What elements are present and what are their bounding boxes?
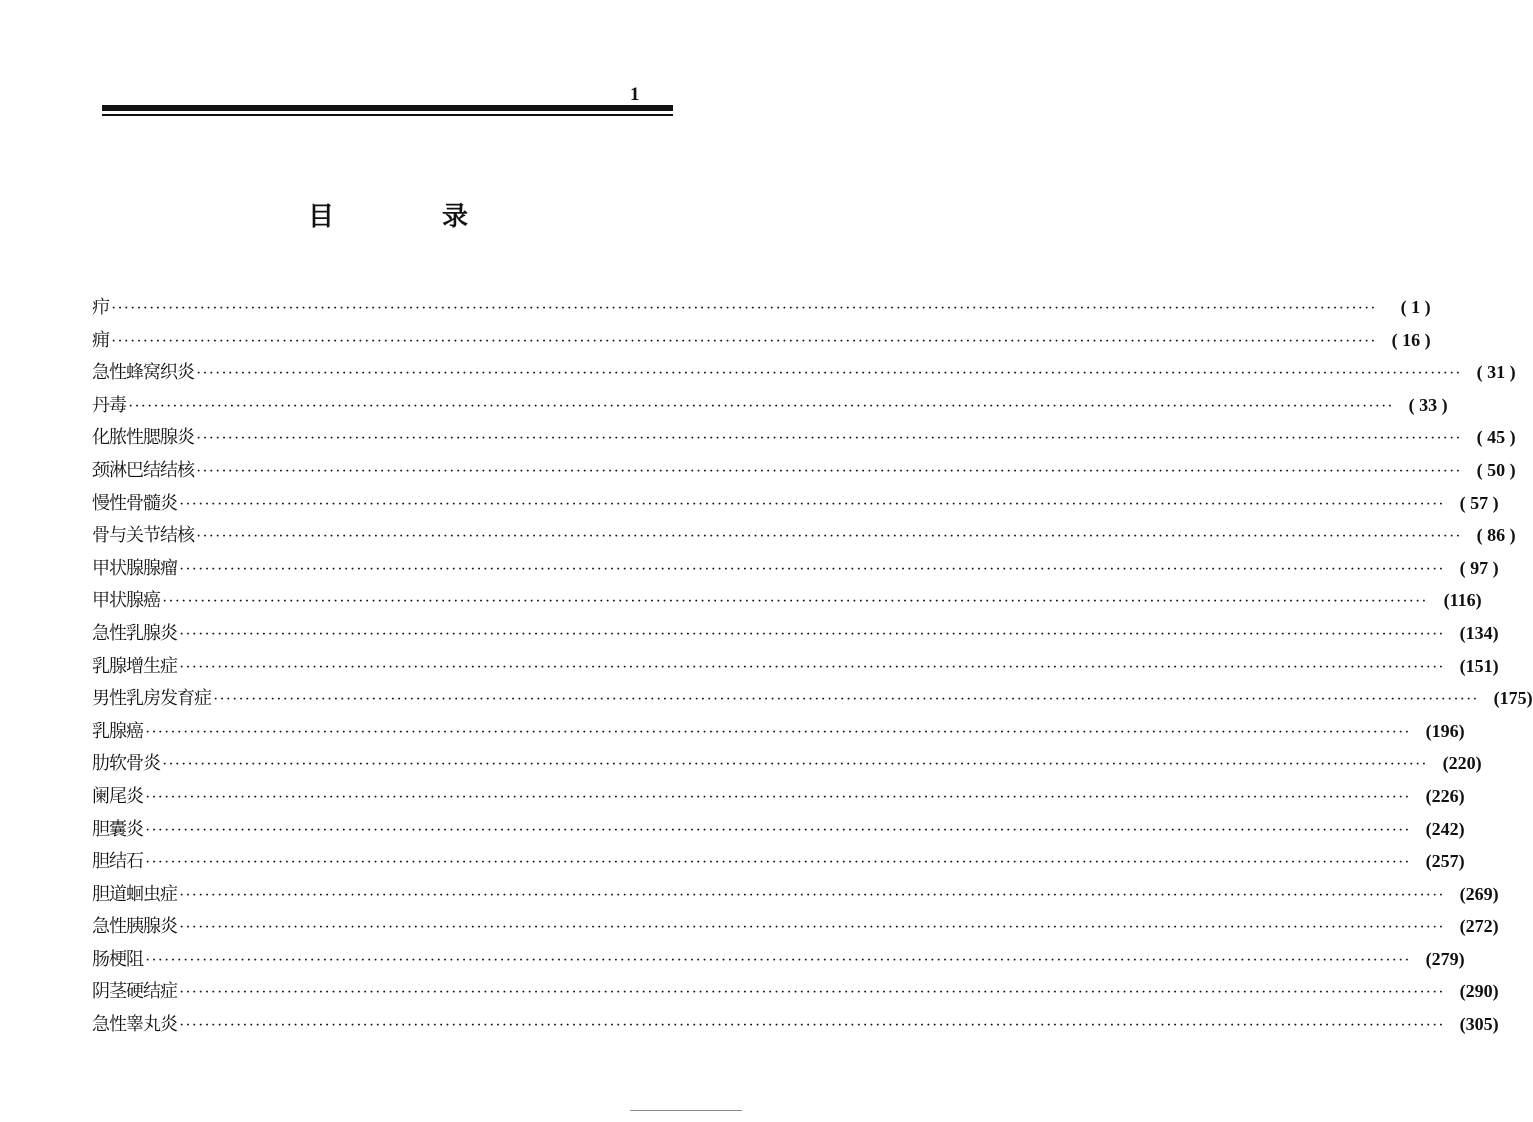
toc-entry-label: 丹毒 xyxy=(92,394,126,416)
toc-entry-page: ( 50 ) xyxy=(1476,459,1516,480)
toc-leader-dots: ········································································································································································································ xyxy=(128,397,1394,415)
toc-entry-page: (290) xyxy=(1459,981,1499,1002)
toc-entry-page: (242) xyxy=(1425,818,1465,839)
toc-leader-dots: ········································································································································································································ xyxy=(145,723,1411,741)
toc-entry-page: (151) xyxy=(1459,655,1499,676)
toc-entry-page: ( 1 ) xyxy=(1400,297,1431,317)
toc-entry-page: (226) xyxy=(1425,785,1465,806)
toc-entry[interactable] xyxy=(92,293,1431,326)
toc-entry[interactable] xyxy=(92,717,1465,750)
toc-entry-page: (220) xyxy=(1442,753,1482,774)
toc-entry-page: ( 86 ) xyxy=(1476,525,1516,546)
toc-leader-dots: ········································································································································································································ xyxy=(162,756,1428,774)
toc-leader-dots: ········································································································································································································ xyxy=(162,593,1428,611)
toc-entry[interactable] xyxy=(92,652,1499,685)
toc-entry-label: 急性乳腺炎 xyxy=(92,622,177,644)
toc-entry[interactable] xyxy=(92,815,1465,848)
toc-entry-page: ( 97 ) xyxy=(1459,557,1499,578)
toc-entry-label: 急性睾丸炎 xyxy=(92,1014,177,1036)
toc-entry-label: 痈 xyxy=(92,329,109,351)
toc-entry-page: (134) xyxy=(1459,622,1499,643)
toc-entry[interactable] xyxy=(92,880,1499,913)
toc-entry-page: (279) xyxy=(1425,948,1465,969)
toc-entry-page: (196) xyxy=(1425,720,1465,741)
toc-entry[interactable] xyxy=(92,684,1533,717)
toc-entry-label: 颈淋巴结结核 xyxy=(92,459,194,481)
header-rule-thick xyxy=(102,105,673,111)
toc-entry[interactable] xyxy=(92,326,1431,359)
toc-entry[interactable] xyxy=(92,358,1516,391)
toc-entry-page: (116) xyxy=(1443,590,1482,611)
toc-entry-label: 甲状腺腺瘤 xyxy=(92,557,177,579)
toc-leader-dots: ········································································································································································································ xyxy=(179,919,1445,937)
toc-entry[interactable] xyxy=(92,847,1465,880)
toc-leader-dots: ········································································································································································································ xyxy=(145,854,1411,872)
toc-leader-dots: ········································································································································································································ xyxy=(145,821,1411,839)
toc-entry[interactable] xyxy=(92,456,1516,489)
toc-title-char-2: 录 xyxy=(441,202,468,232)
toc-entry[interactable] xyxy=(92,912,1499,945)
toc-leader-dots: ········································································································································································································ xyxy=(179,984,1445,1002)
toc-leader-dots: ········································································································································································································ xyxy=(196,430,1462,448)
toc-entry[interactable] xyxy=(92,521,1516,554)
toc-entry[interactable] xyxy=(92,391,1448,424)
toc-entry-page: (175) xyxy=(1493,688,1533,709)
toc-leader-dots: ········································································································································································································ xyxy=(145,788,1411,806)
toc-entry-label: 急性蜂窝织炎 xyxy=(92,362,194,384)
toc-entry-label: 肠梗阻 xyxy=(92,948,143,970)
toc-leader-dots: ········································································································································································································ xyxy=(179,625,1445,643)
toc-entry-page: ( 45 ) xyxy=(1476,427,1516,448)
toc-entry-label: 胆结石 xyxy=(92,851,143,873)
header-rule-thin xyxy=(102,114,673,116)
toc-entry-page: ( 31 ) xyxy=(1476,362,1516,383)
toc-list xyxy=(92,293,1533,1043)
page-number: 1 xyxy=(630,84,640,105)
toc-entry-label: 男性乳房发育症 xyxy=(92,688,211,710)
toc-entry-label: 慢性骨髓炎 xyxy=(92,492,177,514)
toc-entry[interactable] xyxy=(92,749,1482,782)
toc-leader-dots: ········································································································································································································ xyxy=(196,528,1462,546)
toc-entry-page: (269) xyxy=(1459,883,1499,904)
toc-entry[interactable] xyxy=(92,1010,1499,1043)
toc-entry-label: 乳腺增生症 xyxy=(92,655,177,677)
toc-entry-label: 阴茎硬结症 xyxy=(92,981,177,1003)
toc-entry-page: ( 16 ) xyxy=(1391,329,1431,350)
toc-entry-page: ( 33 ) xyxy=(1408,394,1448,415)
toc-entry-label: 甲状腺癌 xyxy=(92,590,160,612)
toc-entry-label: 化脓性腮腺炎 xyxy=(92,427,194,449)
scan-mark-line xyxy=(630,1110,742,1111)
toc-leader-dots: ········································································································································································································ xyxy=(196,462,1462,480)
toc-leader-dots: ········································································································································································································ xyxy=(196,365,1462,383)
toc-entry[interactable] xyxy=(92,489,1499,522)
toc-entry-label: 乳腺癌 xyxy=(92,720,143,742)
toc-entry[interactable] xyxy=(92,423,1516,456)
toc-leader-dots: ········································································································································································································ xyxy=(111,332,1377,350)
toc-entry-label: 阑尾炎 xyxy=(92,785,143,807)
toc-entry[interactable] xyxy=(92,586,1482,619)
toc-entry[interactable] xyxy=(92,782,1465,815)
toc-entry-label: 胆道蛔虫症 xyxy=(92,883,177,905)
toc-leader-dots: ········································································································································································································ xyxy=(111,300,1377,317)
toc-entry-page: (272) xyxy=(1459,916,1499,937)
toc-entry-label: 疖 xyxy=(92,297,109,318)
toc-entry[interactable] xyxy=(92,619,1499,652)
toc-entry-page: (257) xyxy=(1425,851,1465,872)
toc-title xyxy=(308,196,468,236)
toc-entry-page: ( 57 ) xyxy=(1459,492,1499,513)
toc-leader-dots: ········································································································································································································ xyxy=(179,560,1445,578)
toc-entry-label: 肋软骨炎 xyxy=(92,753,160,775)
toc-entry-page: (305) xyxy=(1459,1014,1499,1035)
toc-entry-label: 胆囊炎 xyxy=(92,818,143,840)
toc-leader-dots: ········································································································································································································ xyxy=(179,495,1445,513)
toc-entry[interactable] xyxy=(92,945,1465,978)
toc-entry-label: 骨与关节结核 xyxy=(92,525,194,547)
toc-leader-dots: ········································································································································································································ xyxy=(145,951,1411,969)
toc-entry-label: 急性胰腺炎 xyxy=(92,916,177,938)
toc-title-char-1: 目 xyxy=(308,202,335,232)
toc-leader-dots: ········································································································································································································ xyxy=(213,691,1479,709)
toc-leader-dots: ········································································································································································································ xyxy=(179,658,1445,676)
toc-leader-dots: ········································································································································································································ xyxy=(179,886,1445,904)
toc-entry[interactable] xyxy=(92,977,1499,1010)
toc-leader-dots: ········································································································································································································ xyxy=(179,1017,1445,1035)
toc-entry[interactable] xyxy=(92,554,1499,587)
